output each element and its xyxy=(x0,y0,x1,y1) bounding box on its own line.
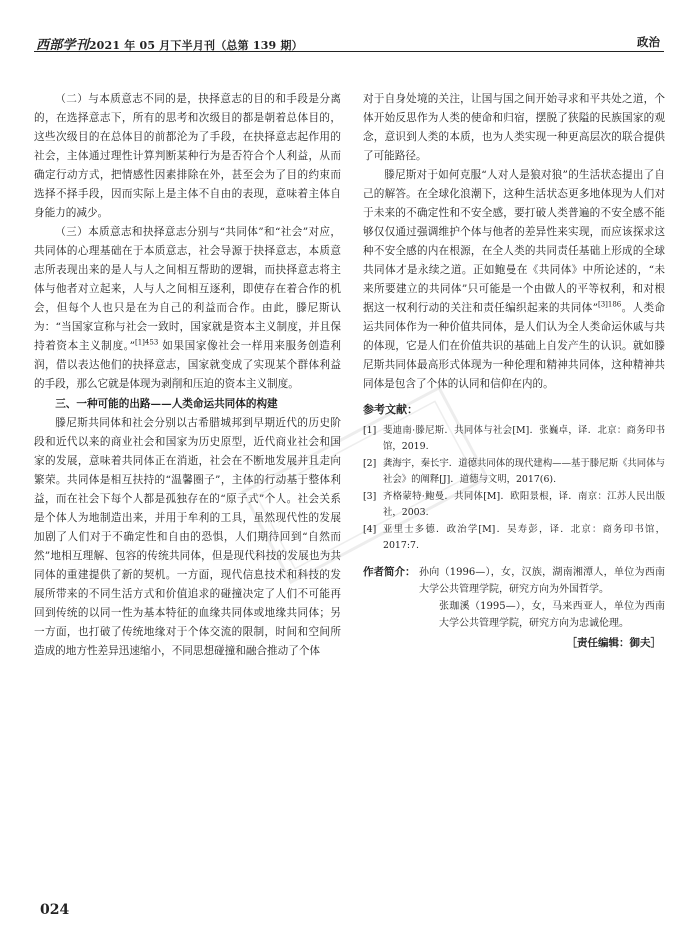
reference-item xyxy=(363,489,665,521)
responsible-editor: ［责任编辑：御夫］ xyxy=(566,637,661,649)
left-column xyxy=(34,90,341,661)
right-column xyxy=(363,90,665,653)
author-label: 作者简介： xyxy=(363,566,416,578)
issue-info: 2021 年 05 月下半月刊（总第 139 期） xyxy=(88,39,303,52)
reference-number: [1] xyxy=(363,425,377,436)
author-entry: 孙向（1996—），女，汉族，湖南湘潭人，单位为西南大学公共管理学院，研究方向为外国哲学。 xyxy=(419,567,665,595)
reference-item xyxy=(363,522,665,554)
reference-text: 齐格蒙特·鲍曼．共同体[M]．欧阳景根，译．南京：江苏人民出版社，2003. xyxy=(383,491,665,518)
reference-list xyxy=(363,423,665,554)
page-number: 024 xyxy=(40,902,70,918)
reference-text: 亚里士多德．政治学[M]．吴寿彭，译．北京：商务印书馆，2017:7. xyxy=(383,524,665,551)
reference-number: [4] xyxy=(363,524,377,535)
citation: [3]186 xyxy=(597,300,622,309)
paragraph-text: 滕尼斯对于如何克服“人对人是狼对狼”的生活状态提出了自己的解答。在全球化浪潮下，这种生活状态更多地体现为人们对于未来的不确定性和不安全感，要打破人类普遍的不安全感不能够仅仅通过强调维护个体与他者的差异性来实现，而应该探求这种不安全感的内在根源，在全人类的共同责任基础上形成的全球共同体才是永续之道。正如鲍曼在《共同体》中所论述的，“未来所要建立的共同体”只可能是一个由做人的平等权利，和对根据这一权利行动的关注和责任编织起来的共同体” xyxy=(363,169,665,314)
section-heading: 三、一种可能的出路——人类命运共同体的构建 xyxy=(55,398,278,410)
citation: [1]453 xyxy=(135,338,159,347)
paragraph: （二）与本质意志不同的是，抉择意志的目的和手段是分离的，在选择意志下，所有的思考和次级目的都是朝着总体目的，这些次级目的在总体目的前都沦为了手段，在抉择意志起作用的社会，主体通过理性计算判断某种行为是否符合个人利益，从而确定行动方式，把情感性因素排除在外，甚至会为了目的约束而选择不择手段，因而实际上是主体不自由的表现，意味着主体自身能力的减少。 xyxy=(34,93,341,219)
reference-item xyxy=(363,423,665,455)
paragraph-text: 如果国家像社会一样用来服务创造利润，借以表达他们的抉择意志，国家就变成了实现某个群体利益的手段，那么它就是体现为剥削和压迫的资本主义制度。 xyxy=(34,340,341,390)
reference-number: [2] xyxy=(363,458,377,469)
reference-text: 龚海宇，秦长宇．道德共同体的现代建构——基于滕尼斯《共同体与社会》的阐释[J]．道德与文明，2017(6). xyxy=(383,458,665,485)
paragraph-text: 。人类命运共同体作为一种价值共同体，是人们认为全人类命运休戚与共的体现，它是人们在价值共识的基础上自发产生的认识。就如滕尼斯共同体最高形式体现为一种伦理和精神共同体，这种精神共同体是包含了个体的认同和信仰在内的。 xyxy=(363,302,665,390)
references-title: 参考文献： xyxy=(363,403,418,416)
journal-logo: 西部学刊 xyxy=(36,38,89,53)
journal-title xyxy=(36,34,303,53)
reference-number: [3] xyxy=(363,491,377,502)
paragraph xyxy=(363,166,665,394)
paragraph: 对于自身处境的关注，让国与国之间开始寻求和平共处之道，个体开始反思作为人类的使命和归宿，摆脱了狭隘的民族国家的观念，意识到人类的本质，也为人类实现一种更高层次的联合提供了可能路径。 xyxy=(363,93,665,162)
paragraph xyxy=(34,223,341,394)
paragraph-text: （三）本质意志和抉择意志分别与“共同体”和“社会”对应，共同体的心理基础在于本质意志，社会导源于抉择意志，本质意志所表现出来的是人与人之间相互帮助的逻辑，而抉择意志将主体与他者对立起来，人与人之间相互逐利，即使存在着合作的机会，但每个人也只是在为自己的利益而合作。由此，滕尼斯认为：“当国家宣称与社会一致时，国家就是资本主义制度，并且保持着资本主义制度。” xyxy=(34,226,341,352)
paragraph: 滕尼斯共同体和社会分别以古希腊城邦到早期近代的历史阶段和近代以来的商业社会和国家为历史原型，近代商业社会和国家的发展，意味着共同体正在消逝，社会在不断地发展并且走向繁荣。共同体是相互扶持的“温馨圈子”，主体的行动基于整体利益，而在社会下每个人都是孤独存在的“原子式”个人。社会关系是个体人为地制造出来，并用于牟利的工具，虽然现代性的发展加剧了人们对于不确定性和自由的恐惧，人们期待回到“自然而然”地相互理解、包容的传统共同体，但是现代科技的发展也为共同体的重建提供了新的契机。一方面，现代信息技术和科技的发展所带来的不同生活方式和价值追求的碰撞决定了人们不可能再回到传统的以同一性为基本特征的血缘共同体或地缘共同体；另一方面，也打破了传统地缘对于个体交流的限制，时间和空间所造成的地方性差异迅速缩小，不同思想碰撞和融合推动了个体 xyxy=(34,417,341,657)
reference-text: 斐迪南·滕尼斯．共同体与社会[M]．张巍卓，译．北京：商务印书馆，2019. xyxy=(383,425,665,452)
author-info xyxy=(363,564,665,632)
running-header xyxy=(34,31,664,52)
reference-item xyxy=(363,456,665,488)
author-entry: 张珈溪（1995—），女，马来西亚人，单位为西南大学公共管理学院，研究方向为忠诚伦理。 xyxy=(439,601,665,629)
section-name: 政治 xyxy=(637,35,660,49)
